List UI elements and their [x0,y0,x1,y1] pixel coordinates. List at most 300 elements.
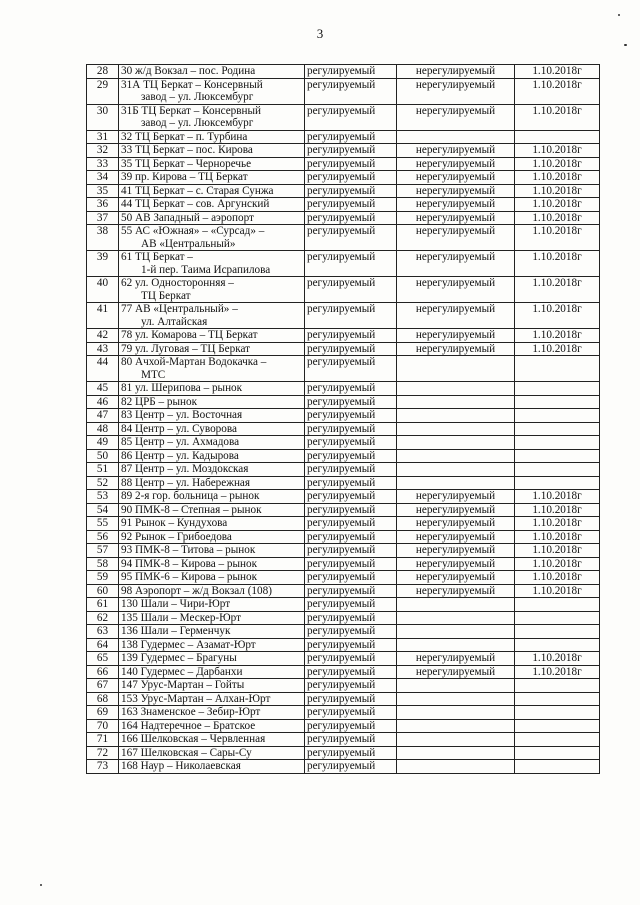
route-name-cell [119,251,305,277]
table-row [87,544,600,558]
change-date-cell [515,395,600,409]
route-name-cell [119,719,305,733]
change-date-cell [515,692,600,706]
regulated-type-cell: регулируемый [305,184,397,198]
route-name-line: 31А ТЦ Беркат – Консервный [121,78,263,91]
regulated-type-cell: регулируемый [305,303,397,329]
unregulated-type-cell: нерегулируемый [397,225,515,251]
route-name-line: 31Б ТЦ Беркат – Консервный [121,104,262,117]
table-row [87,706,600,720]
regulated-type-cell: регулируемый [305,157,397,171]
route-name-cell [119,665,305,679]
route-name-line: 50 АВ Западный – аэропорт [121,211,254,224]
change-date-cell [515,719,600,733]
table-row [87,225,600,251]
route-name-cell [119,638,305,652]
table-row [87,130,600,144]
table-row [87,409,600,423]
change-date-cell: 1.10.2018г [515,171,600,185]
change-date-cell: 1.10.2018г [515,490,600,504]
change-date-cell: 1.10.2018г [515,144,600,158]
route-name-cell [119,409,305,423]
unregulated-type-cell: нерегулируемый [397,211,515,225]
change-date-cell [515,611,600,625]
regulated-type-cell: регулируемый [305,356,397,382]
regulated-type-cell: регулируемый [305,665,397,679]
route-name-continuation: ул. Алтайская [141,315,208,328]
route-name-cell [119,436,305,450]
routes-table-body [87,65,600,774]
unregulated-type-cell [397,598,515,612]
row-number-cell: 28 [87,65,119,79]
table-row [87,490,600,504]
route-name-cell [119,679,305,693]
unregulated-type-cell [397,760,515,774]
row-number-cell: 36 [87,198,119,212]
table-row [87,342,600,356]
row-number-cell: 32 [87,144,119,158]
table-row [87,104,600,130]
table-row [87,665,600,679]
route-name-line: 41 ТЦ Беркат – с. Старая Сунжа [121,184,274,197]
route-name-line: 44 ТЦ Беркат – сов. Аргунский [121,198,270,210]
route-name-cell [119,706,305,720]
row-number-cell: 67 [87,679,119,693]
table-row [87,760,600,774]
row-number-cell: 38 [87,225,119,251]
table-row [87,746,600,760]
regulated-type-cell: регулируемый [305,746,397,760]
unregulated-type-cell: нерегулируемый [397,78,515,104]
table-row [87,329,600,343]
row-number-cell: 52 [87,476,119,490]
regulated-type-cell: регулируемый [305,706,397,720]
change-date-cell: 1.10.2018г [515,198,600,212]
route-name-cell [119,184,305,198]
route-name-cell [119,422,305,436]
row-number-cell: 62 [87,611,119,625]
route-name-cell [119,303,305,329]
route-name-cell [119,557,305,571]
table-row [87,436,600,450]
table-row [87,251,600,277]
route-name-cell [119,760,305,774]
route-name-line: 32 ТЦ Беркат – п. Турбина [121,130,248,143]
route-name-cell [119,104,305,130]
change-date-cell: 1.10.2018г [515,65,600,79]
route-name-line: 33 ТЦ Беркат – пос. Кирова [121,144,253,156]
unregulated-type-cell: нерегулируемый [397,184,515,198]
unregulated-type-cell [397,436,515,450]
change-date-cell: 1.10.2018г [515,303,600,329]
change-date-cell: 1.10.2018г [515,277,600,303]
table-row [87,356,600,382]
route-name-cell [119,198,305,212]
table-row [87,211,600,225]
regulated-type-cell: регулируемый [305,692,397,706]
unregulated-type-cell [397,719,515,733]
table-row [87,652,600,666]
route-name-line: 86 Центр – ул. Кадырова [121,449,239,462]
row-number-cell: 61 [87,598,119,612]
change-date-cell: 1.10.2018г [515,225,600,251]
row-number-cell: 73 [87,760,119,774]
route-name-line: 55 АС «Южная» – «Сурсад» – [121,225,265,237]
route-name-cell [119,571,305,585]
row-number-cell: 50 [87,449,119,463]
regulated-type-cell: регулируемый [305,571,397,585]
route-name-line: 138 Гудермес – Азамат-Юрт [121,638,256,651]
row-number-cell: 54 [87,503,119,517]
route-name-line: 85 Центр – ул. Ахмадова [121,436,240,448]
route-name-line: 61 ТЦ Беркат – [121,251,193,263]
route-name-cell [119,356,305,382]
row-number-cell: 30 [87,104,119,130]
route-name-cell [119,530,305,544]
row-number-cell: 33 [87,157,119,171]
change-date-cell [515,436,600,450]
regulated-type-cell: регулируемый [305,584,397,598]
route-name-cell [119,144,305,158]
change-date-cell: 1.10.2018г [515,503,600,517]
unregulated-type-cell [397,476,515,490]
change-date-cell: 1.10.2018г [515,251,600,277]
route-name-cell [119,382,305,396]
change-date-cell: 1.10.2018г [515,544,600,558]
route-name-cell [119,746,305,760]
unregulated-type-cell [397,382,515,396]
regulated-type-cell: регулируемый [305,422,397,436]
row-number-cell: 35 [87,184,119,198]
table-row [87,557,600,571]
row-number-cell: 59 [87,571,119,585]
route-name-line: 98 Аэропорт – ж/д Вокзал (108) [121,584,272,597]
row-number-cell: 39 [87,251,119,277]
table-row [87,277,600,303]
table-row [87,476,600,490]
change-date-cell [515,760,600,774]
regulated-type-cell: регулируемый [305,78,397,104]
unregulated-type-cell: нерегулируемый [397,171,515,185]
route-name-line: 35 ТЦ Беркат – Черноречье [121,157,252,170]
regulated-type-cell: регулируемый [305,557,397,571]
regulated-type-cell: регулируемый [305,544,397,558]
unregulated-type-cell: нерегулируемый [397,517,515,531]
row-number-cell: 69 [87,706,119,720]
unregulated-type-cell [397,356,515,382]
route-name-cell [119,625,305,639]
route-name-cell [119,225,305,251]
regulated-type-cell: регулируемый [305,517,397,531]
unregulated-type-cell: нерегулируемый [397,571,515,585]
unregulated-type-cell [397,130,515,144]
row-number-cell: 68 [87,692,119,706]
table-row [87,157,600,171]
route-name-continuation: ТЦ Беркат [141,289,191,302]
regulated-type-cell: регулируемый [305,251,397,277]
route-name-cell [119,544,305,558]
change-date-cell [515,679,600,693]
row-number-cell: 64 [87,638,119,652]
route-name-cell [119,130,305,144]
table-row [87,517,600,531]
table-row [87,692,600,706]
route-name-cell [119,503,305,517]
change-date-cell: 1.10.2018г [515,184,600,198]
table-row [87,503,600,517]
change-date-cell: 1.10.2018г [515,329,600,343]
table-row [87,625,600,639]
row-number-cell: 31 [87,130,119,144]
regulated-type-cell: регулируемый [305,225,397,251]
row-number-cell: 42 [87,329,119,343]
regulated-type-cell: регулируемый [305,277,397,303]
unregulated-type-cell: нерегулируемый [397,652,515,666]
regulated-type-cell: регулируемый [305,625,397,639]
scan-speck [618,14,620,16]
row-number-cell: 49 [87,436,119,450]
table-row [87,395,600,409]
change-date-cell [515,409,600,423]
route-name-line: 78 ул. Комарова – ТЦ Беркат [121,329,258,341]
row-number-cell: 34 [87,171,119,185]
route-name-line: 90 ПМК-8 – Степная – рынок [121,503,262,516]
table-row [87,463,600,477]
change-date-cell: 1.10.2018г [515,342,600,356]
unregulated-type-cell [397,422,515,436]
regulated-type-cell: регулируемый [305,144,397,158]
regulated-type-cell: регулируемый [305,503,397,517]
scan-speck [40,884,42,886]
table-row [87,584,600,598]
unregulated-type-cell: нерегулируемый [397,503,515,517]
row-number-cell: 51 [87,463,119,477]
row-number-cell: 57 [87,544,119,558]
table-row [87,422,600,436]
unregulated-type-cell: нерегулируемый [397,104,515,130]
unregulated-type-cell: нерегулируемый [397,665,515,679]
change-date-cell [515,130,600,144]
row-number-cell: 53 [87,490,119,504]
table-row [87,733,600,747]
change-date-cell [515,706,600,720]
route-name-cell [119,65,305,79]
regulated-type-cell: регулируемый [305,329,397,343]
unregulated-type-cell [397,638,515,652]
route-name-cell [119,652,305,666]
route-name-line: 79 ул. Луговая – ТЦ Беркат [121,342,251,355]
change-date-cell [515,463,600,477]
change-date-cell: 1.10.2018г [515,78,600,104]
regulated-type-cell: регулируемый [305,342,397,356]
row-number-cell: 55 [87,517,119,531]
regulated-type-cell: регулируемый [305,409,397,423]
table-row [87,611,600,625]
regulated-type-cell: регулируемый [305,171,397,185]
route-name-cell [119,157,305,171]
row-number-cell: 45 [87,382,119,396]
change-date-cell [515,598,600,612]
table-row [87,571,600,585]
regulated-type-cell: регулируемый [305,611,397,625]
route-name-cell [119,584,305,598]
route-name-line: 135 Шали – Мескер-Юрт [121,611,241,624]
table-row [87,719,600,733]
table-row [87,598,600,612]
regulated-type-cell: регулируемый [305,598,397,612]
route-name-cell [119,395,305,409]
change-date-cell [515,625,600,639]
regulated-type-cell: регулируемый [305,65,397,79]
unregulated-type-cell [397,409,515,423]
unregulated-type-cell: нерегулируемый [397,157,515,171]
row-number-cell: 44 [87,356,119,382]
unregulated-type-cell: нерегулируемый [397,65,515,79]
route-name-cell [119,342,305,356]
regulated-type-cell: регулируемый [305,449,397,463]
change-date-cell [515,476,600,490]
route-name-line: 62 ул. Односторонняя – [121,277,234,289]
unregulated-type-cell [397,463,515,477]
route-name-cell [119,449,305,463]
row-number-cell: 46 [87,395,119,409]
route-name-line: 92 Рынок – Грибоедова [121,530,232,543]
unregulated-type-cell [397,706,515,720]
change-date-cell [515,422,600,436]
route-name-line: 130 Шали – Чири-Юрт [121,598,231,610]
regulated-type-cell: регулируемый [305,130,397,144]
regulated-type-cell: регулируемый [305,719,397,733]
route-name-continuation: МТС [141,368,166,381]
route-name-continuation: АВ «Центральный» [141,237,236,250]
change-date-cell: 1.10.2018г [515,517,600,531]
route-name-line: 30 ж/д Вокзал – пос. Родина [121,65,256,77]
route-name-line: 139 Гудермес – Брагуны [121,652,237,664]
route-name-line: 167 Шелковская – Сары-Су [121,746,252,759]
row-number-cell: 29 [87,78,119,104]
route-name-line: 164 Надтеречное – Братское [121,719,256,732]
row-number-cell: 72 [87,746,119,760]
route-name-continuation: завод – ул. Люксембург [141,117,254,129]
table-row [87,144,600,158]
unregulated-type-cell [397,395,515,409]
regulated-type-cell: регулируемый [305,211,397,225]
change-date-cell [515,382,600,396]
change-date-cell [515,746,600,760]
unregulated-type-cell [397,733,515,747]
route-name-line: 81 ул. Шерипова – рынок [121,382,243,394]
route-name-cell [119,211,305,225]
regulated-type-cell: регулируемый [305,198,397,212]
regulated-type-cell: регулируемый [305,733,397,747]
regulated-type-cell: регулируемый [305,395,397,409]
row-number-cell: 60 [87,584,119,598]
route-name-cell [119,78,305,104]
unregulated-type-cell: нерегулируемый [397,329,515,343]
route-name-line: 91 Рынок – Кундухова [121,517,228,529]
row-number-cell: 47 [87,409,119,423]
route-name-cell [119,329,305,343]
route-name-line: 84 Центр – ул. Суворова [121,422,237,435]
route-name-line: 39 пр. Кирова – ТЦ Беркат [121,171,248,183]
table-row [87,171,600,185]
scan-speck [624,44,627,46]
route-name-cell [119,692,305,706]
unregulated-type-cell: нерегулируемый [397,277,515,303]
unregulated-type-cell [397,746,515,760]
route-name-cell [119,171,305,185]
table-row [87,449,600,463]
regulated-type-cell: регулируемый [305,638,397,652]
table-row [87,78,600,104]
route-name-line: 95 ПМК-6 – Кирова – рынок [121,571,258,583]
row-number-cell: 41 [87,303,119,329]
route-name-line: 166 Шелковская – Червленная [121,733,266,745]
regulated-type-cell: регулируемый [305,104,397,130]
unregulated-type-cell [397,692,515,706]
unregulated-type-cell: нерегулируемый [397,303,515,329]
regulated-type-cell: регулируемый [305,436,397,450]
change-date-cell [515,356,600,382]
change-date-cell: 1.10.2018г [515,104,600,130]
route-name-line: 168 Наур – Николаевская [121,760,241,772]
route-name-cell [119,476,305,490]
route-name-cell [119,463,305,477]
unregulated-type-cell: нерегулируемый [397,557,515,571]
unregulated-type-cell [397,679,515,693]
row-number-cell: 48 [87,422,119,436]
regulated-type-cell: регулируемый [305,476,397,490]
regulated-type-cell: регулируемый [305,679,397,693]
regulated-type-cell: регулируемый [305,490,397,504]
table-row [87,184,600,198]
row-number-cell: 58 [87,557,119,571]
route-name-line: 93 ПМК-8 – Титова – рынок [121,544,256,556]
unregulated-type-cell: нерегулируемый [397,251,515,277]
regulated-type-cell: регулируемый [305,760,397,774]
row-number-cell: 70 [87,719,119,733]
regulated-type-cell: регулируемый [305,530,397,544]
route-name-cell [119,733,305,747]
row-number-cell: 63 [87,625,119,639]
route-name-line: 82 ЦРБ – рынок [121,395,198,408]
route-name-line: 136 Шали – Герменчук [121,625,231,637]
table-row [87,679,600,693]
change-date-cell: 1.10.2018г [515,157,600,171]
change-date-cell: 1.10.2018г [515,557,600,571]
change-date-cell [515,449,600,463]
route-name-cell [119,611,305,625]
change-date-cell: 1.10.2018г [515,652,600,666]
change-date-cell: 1.10.2018г [515,584,600,598]
route-name-line: 163 Знаменское – Зебир-Юрт [121,706,261,718]
routes-table [86,64,600,774]
unregulated-type-cell [397,625,515,639]
change-date-cell: 1.10.2018г [515,571,600,585]
route-name-line: 140 Гудермес – Дарбанхи [121,665,243,678]
route-name-line: 83 Центр – ул. Восточная [121,409,243,421]
row-number-cell: 37 [87,211,119,225]
unregulated-type-cell [397,611,515,625]
route-name-cell [119,277,305,303]
route-name-cell [119,517,305,531]
change-date-cell: 1.10.2018г [515,530,600,544]
route-name-line: 94 ПМК-8 – Кирова – рынок [121,557,258,570]
table-row [87,198,600,212]
table-row [87,382,600,396]
row-number-cell: 56 [87,530,119,544]
route-name-line: 88 Центр – ул. Набережная [121,476,251,489]
